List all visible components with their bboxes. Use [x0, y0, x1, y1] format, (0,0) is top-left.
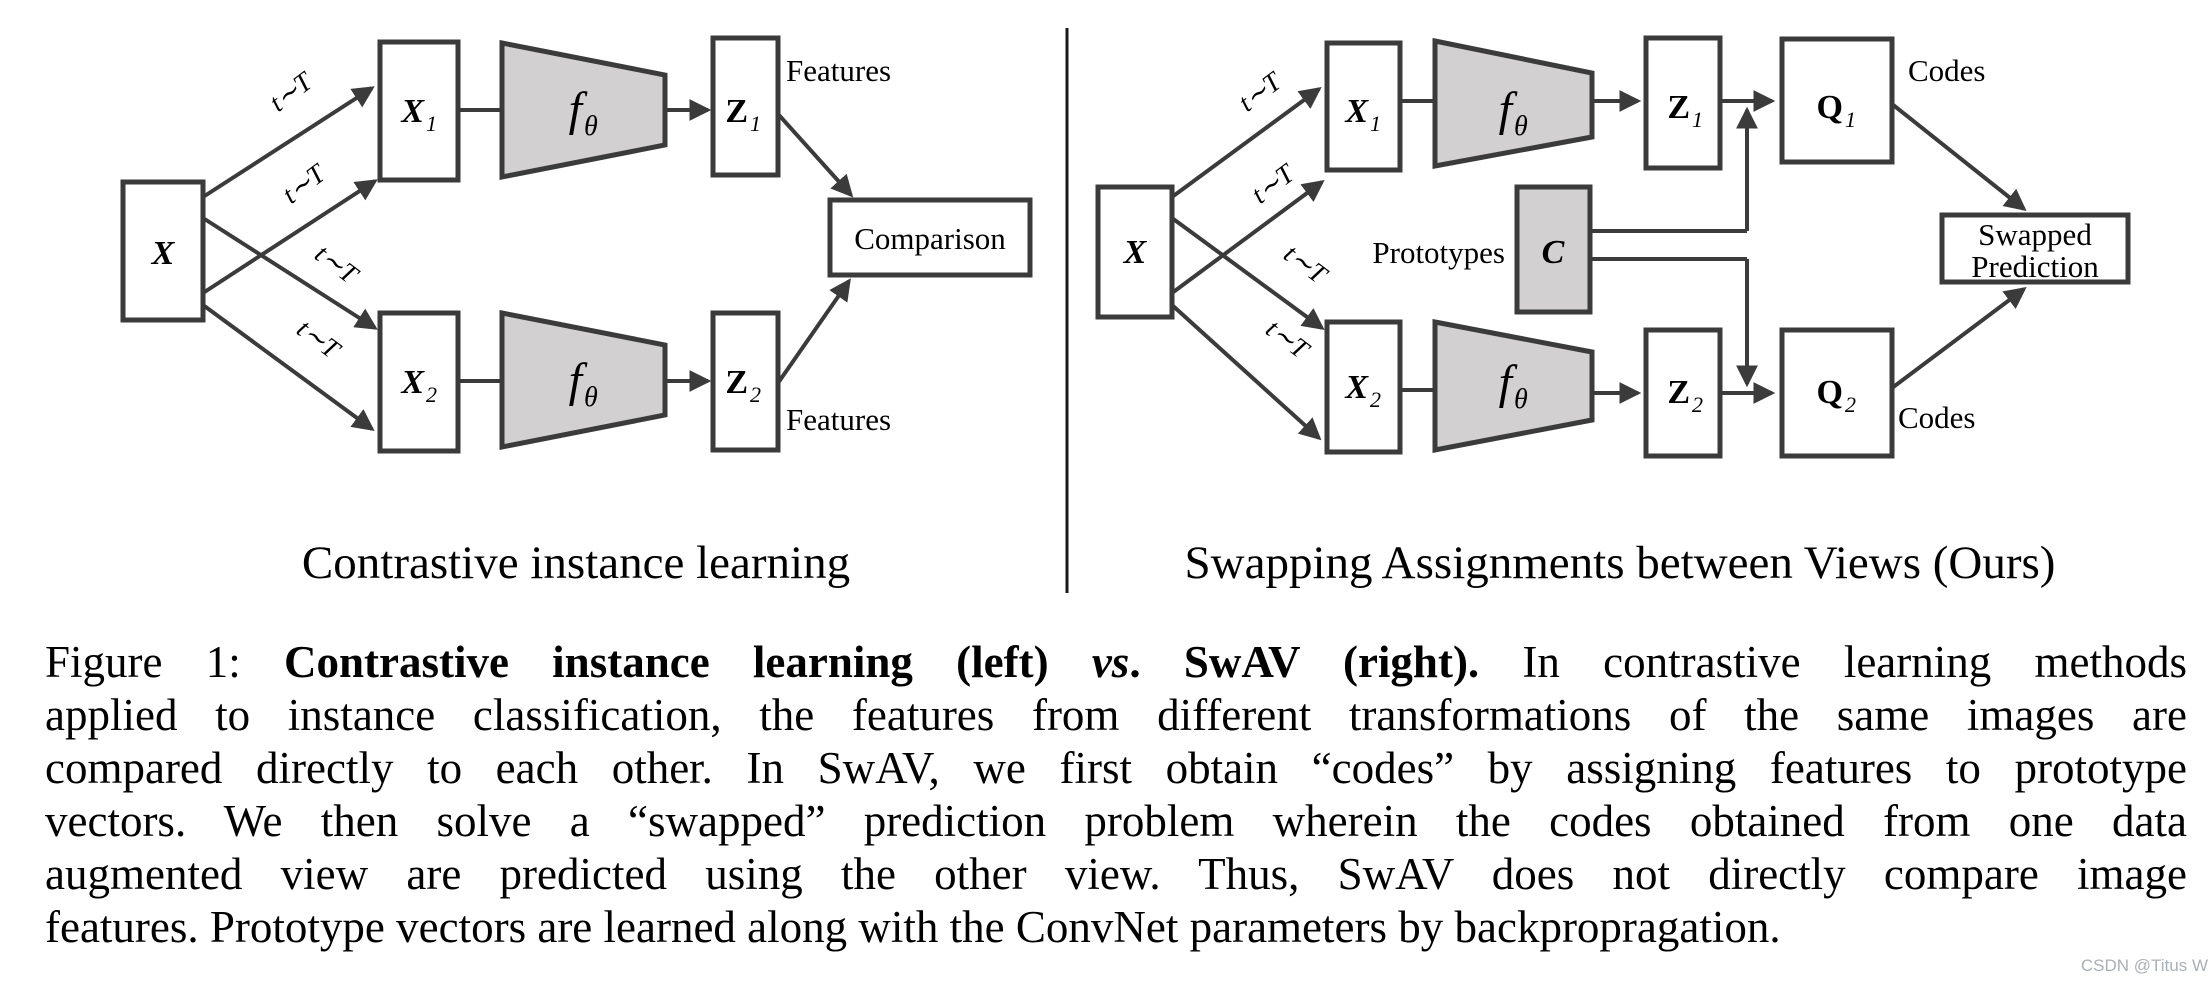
left-label-x1-sub: 1 [426, 111, 437, 136]
right-label-q1: Q [1816, 89, 1843, 126]
left-encoder-trapezoid-top [502, 43, 665, 177]
right-arrow-aug-4 [1172, 305, 1319, 438]
caption-figure-number: Figure 1: [45, 637, 284, 687]
right-label-q2-sub: 2 [1845, 392, 1856, 417]
left-label-x1: X [401, 93, 424, 130]
right-ttT-label-2: t∼T [1245, 158, 1300, 210]
left-ttT-label-2: t∼T [276, 158, 331, 210]
left-label-z1-sub: 1 [750, 111, 761, 136]
right-label-f-bottom: f [1498, 356, 1512, 409]
right-label-x: X [1123, 234, 1147, 271]
left-label-f-bottom-sub: θ [584, 382, 598, 413]
right-label-q2: Q [1816, 374, 1843, 411]
left-label-z2: Z [725, 364, 748, 401]
left-label-x2-sub: 2 [426, 382, 437, 407]
left-encoder-trapezoid-bottom [502, 313, 665, 447]
caption-line-5: augmented view are predicted using the other view. Thus, SwAV does not directly compare image [45, 849, 2187, 899]
right-label-x1: X [1345, 93, 1368, 130]
left-ttT-label-1: t∼T [263, 66, 318, 118]
left-label-z1: Z [725, 93, 748, 130]
right-label-z2-sub: 2 [1692, 392, 1703, 417]
right-panel [1098, 38, 2128, 589]
right-label-x1-sub: 1 [1370, 111, 1381, 136]
left-comparison-label: Comparison [854, 221, 1006, 256]
figure-caption [45, 636, 2187, 954]
right-swapped-label-line1: Swapped [1978, 217, 2092, 252]
left-panel [123, 38, 1030, 589]
right-arrow-q2-swapped [1892, 289, 2024, 388]
left-label-f-top-sub: θ [584, 111, 598, 142]
right-label-f-bottom-sub: θ [1514, 384, 1528, 415]
right-label-q1-sub: 1 [1845, 107, 1856, 132]
left-ttT-label-3: t∼T [309, 238, 364, 290]
right-panel-caption: Swapping Assignments between Views (Ours) [1184, 537, 2056, 589]
right-swapped-label-line2: Prediction [1971, 249, 2099, 284]
caption-line-3: compared directly to each other. In SwAV, we first obtain “codes” by assigning features to prototype [45, 743, 2187, 793]
caption-bold-right: . SwAV (right). [1129, 637, 1480, 687]
right-label-z1-sub: 1 [1692, 107, 1703, 132]
left-arrow-z1-comparison [778, 114, 851, 195]
left-label-f-bottom: f [568, 354, 582, 407]
right-arrow-q1-swapped [1892, 104, 2024, 209]
left-arrow-aug-4 [203, 305, 372, 429]
right-codes-bottom-label: Codes [1898, 400, 1976, 435]
right-encoder-trapezoid-top [1435, 41, 1592, 166]
left-arrow-z2-comparison [778, 281, 849, 383]
right-prototypes-label: Prototypes [1372, 235, 1505, 270]
right-label-x2: X [1345, 369, 1368, 406]
left-features-bottom-label: Features [786, 402, 892, 437]
caption-line-6: features. Prototype vectors are learned along with the ConvNet parameters by backpropragation. [45, 902, 1781, 952]
caption-line-2: applied to instance classification, the features from different transformations of the same images are [45, 690, 2187, 740]
left-panel-caption: Contrastive instance learning [301, 537, 851, 589]
right-label-f-top-sub: θ [1514, 111, 1528, 142]
caption-line-1 [45, 636, 2187, 689]
left-features-top-label: Features [786, 53, 892, 88]
left-ttT-label-4: t∼T [291, 313, 346, 365]
right-label-c: C [1541, 234, 1565, 271]
right-label-x2-sub: 2 [1370, 387, 1381, 412]
right-ttT-label-4: t∼T [1260, 313, 1315, 365]
left-label-z2-sub: 2 [750, 382, 761, 407]
left-label-f-top: f [568, 83, 582, 136]
left-label-x2: X [401, 364, 424, 401]
right-ttT-label-1: t∼T [1232, 66, 1287, 118]
caption-line-1-rest: In contrastive learning methods [1479, 637, 2187, 687]
right-ttT-label-3: t∼T [1278, 238, 1333, 290]
caption-line-4: vectors. We then solve a “swapped” prediction problem wherein the codes obtained from one data [45, 796, 2187, 846]
right-label-z1: Z [1667, 89, 1690, 126]
right-label-z2: Z [1667, 374, 1690, 411]
caption-bold-left: Contrastive instance learning (left) [283, 637, 1092, 687]
watermark: CSDN @Titus W [2080, 956, 2208, 975]
right-label-f-top: f [1498, 83, 1512, 136]
caption-vs: vs [1091, 637, 1130, 687]
right-codes-top-label: Codes [1908, 53, 1986, 88]
left-label-x: X [151, 235, 175, 272]
